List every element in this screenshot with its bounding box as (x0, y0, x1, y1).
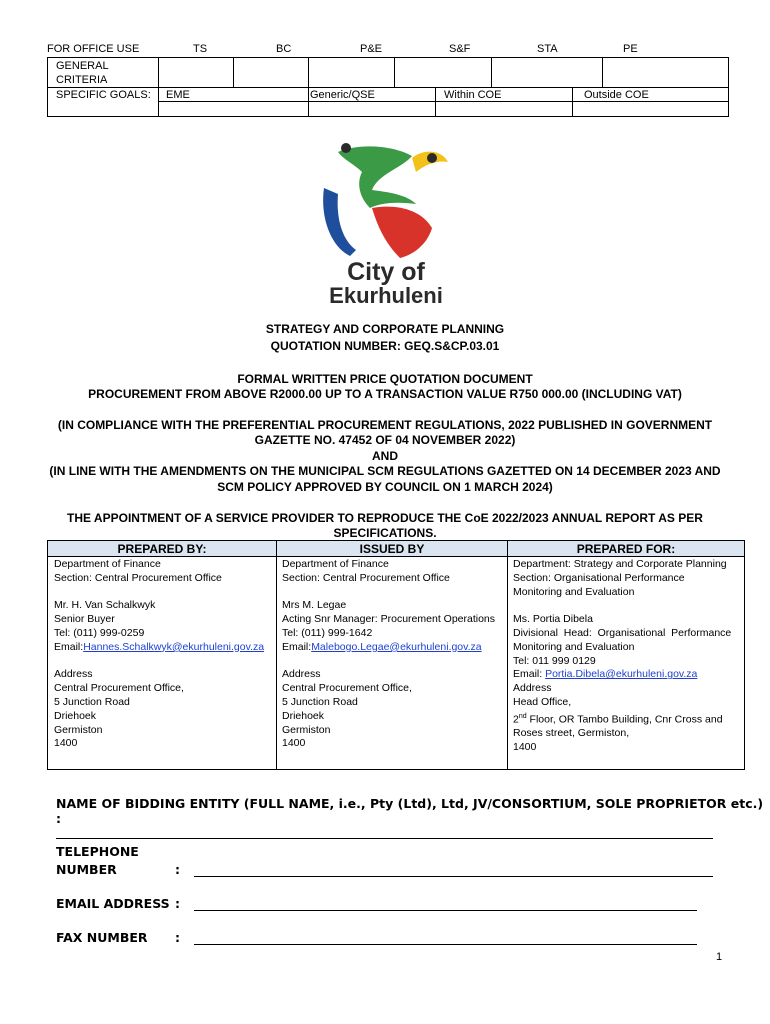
goal-within-coe: Within COE (444, 89, 502, 101)
prepared-for-details (513, 558, 739, 755)
bidding-entity-line[interactable] (56, 838, 713, 839)
prepared-by-name: Mr. H. Van Schalkwyk (54, 599, 156, 612)
prepared-by-tel: Tel: (011) 999-0259 (54, 626, 145, 639)
prepared-for-role: Divisional Head: Organisational Performance (513, 626, 732, 639)
department-heading: STRATEGY AND CORPORATE PLANNING (265, 322, 505, 336)
procurement-heading: PROCUREMENT FROM ABOVE R2000.00 UP TO A TRANSACTION VALUE R750 000.00 (INCLUDING VAT) (88, 387, 682, 401)
prepared-for-role-cont: Monitoring and Evaluation (513, 640, 635, 653)
issued-by-tel: Tel: (011) 999-1642 (282, 626, 373, 639)
issued-by-email-link[interactable]: Malebogo.Legae@ekurhuleni.gov.za (311, 640, 482, 653)
header-ts: TS (193, 43, 208, 55)
logo-green-shape (338, 146, 416, 208)
issued-by-email-line (282, 641, 495, 655)
address-label: Address (282, 668, 321, 681)
fax-line[interactable] (194, 944, 697, 945)
telephone-label-1: TELEPHONE (56, 844, 139, 859)
address-line: Driehoek (282, 709, 325, 722)
telephone-line[interactable] (194, 876, 713, 877)
prepared-by-role: Senior Buyer (54, 613, 115, 626)
compliance-line-1: (IN COMPLIANCE WITH THE PREFERENTIAL PROCUREMENT REGULATIONS, 2022 PUBLISHED IN GOVERNMENT (57, 418, 713, 432)
compliance-line-2: GAZETTE NO. 47452 OF 04 NOVEMBER 2022) (254, 433, 516, 447)
address-line: 5 Junction Road (54, 695, 130, 708)
prepared-for-title: PREPARED FOR: (576, 542, 676, 556)
amendments-line-2: SCM POLICY APPROVED BY COUNCIL ON 1 MARCH 2024) (217, 480, 553, 494)
address-floor-line (513, 710, 739, 727)
prepared-by-spacer (54, 586, 264, 600)
issued-by-role: Acting Snr Manager: Procurement Operations (282, 613, 496, 626)
floor-superscript: nd (518, 712, 527, 720)
address-line: 1400 (513, 740, 537, 753)
amendments-line-1: (IN LINE WITH THE AMENDMENTS ON THE MUNICIPAL SCM REGULATIONS GAZETTED ON 14 DECEMBER 2023 AND (49, 464, 721, 478)
address-label: Address (54, 668, 93, 681)
address-line: Driehoek (54, 709, 97, 722)
issued-by-name: Mrs M. Legae (282, 599, 347, 612)
page-number: 1 (716, 951, 723, 963)
header-sf: S&F (449, 43, 471, 55)
address-line: Head Office, (513, 695, 572, 708)
prepared-for-dept: Department: Strategy and Corporate Planning (513, 558, 727, 570)
email-prefix: Email: (282, 640, 312, 653)
prepared-for-email-line (513, 668, 739, 682)
issued-by-title: ISSUED BY (359, 542, 425, 556)
doc-type-heading: FORMAL WRITTEN PRICE QUOTATION DOCUMENT (237, 372, 533, 386)
office-use-grid (47, 57, 729, 117)
logo-wordmark (316, 260, 456, 308)
fax-colon: : (175, 930, 180, 945)
prepared-by-email-line (54, 641, 264, 655)
appointment-line-2: SPECIFICATIONS. (333, 526, 437, 540)
email-prefix: Email: (513, 668, 546, 681)
prepared-for-section: Section: Organisational Performance (513, 571, 685, 584)
address-line: Germiston (282, 723, 331, 736)
header-bc: BC (276, 43, 292, 55)
email-prefix: Email: (54, 640, 84, 653)
logo-blue-shape (323, 188, 356, 256)
prepared-for-tel: Tel: 011 999 0129 (513, 654, 596, 667)
email-colon: : (175, 896, 180, 911)
spacer (282, 655, 495, 669)
address-line: 5 Junction Road (282, 695, 358, 708)
address-line: Central Procurement Office, (282, 682, 412, 695)
appointment-line-1: THE APPOINTMENT OF A SERVICE PROVIDER TO REPRODUCE THE CoE 2022/2023 ANNUAL REPORT AS PER (67, 511, 703, 525)
email-line[interactable] (194, 910, 697, 911)
header-sta: STA (537, 43, 558, 55)
issued-by-section: Section: Central Procurement Office (282, 571, 450, 584)
prepared-by-dept: Department of Finance (54, 558, 161, 570)
spacer (54, 655, 264, 669)
prepared-by-title: PREPARED BY: (117, 542, 207, 556)
email-label: EMAIL ADDRESS (56, 896, 170, 911)
logo-red-shape (372, 207, 432, 258)
issued-by-dept: Department of Finance (282, 558, 389, 570)
header-pe: PE (623, 43, 638, 55)
general-criteria-label: GENERAL CRITERIA (56, 60, 109, 86)
address-line: Central Procurement Office, (54, 682, 184, 695)
goal-outside-coe: Outside COE (584, 89, 649, 101)
address-line: Germiston (54, 723, 103, 736)
address-line: 1400 (282, 737, 306, 750)
prepared-by-details (54, 558, 264, 751)
prepared-by-section: Section: Central Procurement Office (54, 571, 222, 584)
prepared-for-name: Ms. Portia Dibela (513, 613, 593, 626)
telephone-label-2: NUMBER (56, 862, 117, 877)
header-pe-amp: P&E (360, 43, 383, 55)
and-heading: AND (372, 449, 398, 463)
issued-by-spacer (282, 586, 495, 600)
goal-eme: EME (166, 89, 190, 101)
address-label: Address (513, 682, 552, 695)
floor-number: 2 (513, 713, 519, 726)
contacts-table (47, 540, 745, 770)
issued-by-details (282, 558, 495, 751)
quotation-number: QUOTATION NUMBER: GEQ.S&CP.03.01 (270, 339, 500, 353)
telephone-colon: : (175, 862, 180, 877)
logo-line1: City of (347, 258, 425, 286)
prepared-for-spacer (513, 599, 739, 613)
bidding-entity-label: NAME OF BIDDING ENTITY (FULL NAME, i.e., Pty (Ltd), Ltd, JV/CONSORTIUM, SOLE PROPRIETOR etc.) : (56, 796, 764, 826)
specific-goals-label: SPECIFIC GOALS: (56, 89, 151, 101)
prepared-by-email-link[interactable]: Hannes.Schalkwyk@ekurhuleni.gov.za (83, 640, 265, 653)
logo-line2: Ekurhuleni (329, 283, 443, 308)
fax-label: FAX NUMBER (56, 930, 148, 945)
prepared-for-section-cont: Monitoring and Evaluation (513, 585, 635, 598)
address-line: Roses street, Germiston, (513, 727, 630, 740)
address-line: 1400 (54, 737, 78, 750)
office-use-header: FOR OFFICE USE (47, 43, 140, 55)
prepared-for-email-link[interactable]: Portia.Dibela@ekurhuleni.gov.za (545, 668, 698, 681)
goal-generic-qse: Generic/QSE (310, 89, 375, 101)
floor-rest: Floor, OR Tambo Building, Cnr Cross and (526, 713, 723, 726)
